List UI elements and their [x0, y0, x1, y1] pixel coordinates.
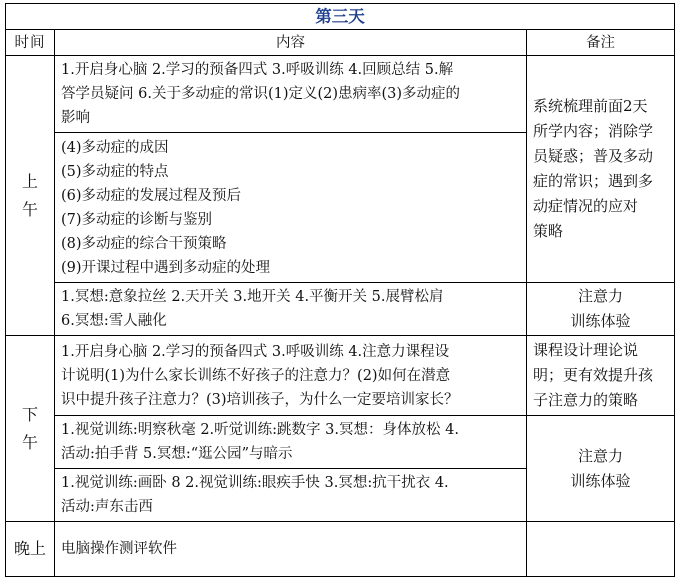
afternoon-note-1-line: 明；更有效提升孩: [533, 366, 654, 384]
morning-block-1-line: 影响: [61, 110, 90, 126]
header-note: 备注: [527, 30, 675, 56]
afternoon-label: [6, 336, 55, 522]
afternoon-note-1-line: 子注意力的策略: [533, 391, 639, 409]
title-row: [6, 4, 675, 30]
morning-label-top: 上: [21, 171, 38, 191]
table-title: 第三天: [6, 4, 675, 30]
morning-block-2-line: (5)多动症的特点: [61, 163, 169, 180]
morning-note-1-line: 所学内容；消除学: [533, 122, 654, 140]
morning-note-1-line: 症的常识；遇到多: [533, 172, 654, 190]
afternoon-label-top: 下: [21, 404, 38, 424]
afternoon-block-2-line: 活动:拍手背 5.冥想:“逛公园”与暗示: [61, 446, 293, 462]
morning-note-2-line: 训练体验: [570, 312, 631, 330]
header-content: 内容: [55, 30, 527, 56]
evening-row: [6, 522, 675, 577]
morning-block-2-line: (9)开课过程中遇到多动症的处理: [61, 259, 271, 276]
evening-label: 晚上: [6, 522, 55, 577]
header-time: 时间: [6, 30, 55, 56]
afternoon-note-1: [527, 336, 675, 416]
morning-note-1: [527, 56, 675, 283]
morning-block-1: [55, 56, 527, 133]
morning-note-1-line: 员疑惑；普及多动: [533, 147, 654, 165]
morning-note-1-line: 系统梳理前面2天: [533, 97, 648, 115]
afternoon-note-1-line: 课程设计理论说: [533, 341, 639, 359]
evening-content: 电脑操作测评软件: [55, 522, 527, 577]
afternoon-block-1: [55, 336, 527, 416]
morning-block-2-line: (6)多动症的发展过程及预后: [61, 187, 242, 204]
afternoon-row-1: [6, 336, 675, 416]
morning-note-1-line: 策略: [533, 222, 564, 240]
morning-block-1-line: 1.开启身心脑 2.学习的预备四式 3.呼吸训练 4.回顾总结 5.解: [61, 62, 454, 78]
afternoon-block-1-line: 识中提升孩子注意力？(3)培训孩子，为什么一定要培训家长？: [61, 391, 459, 408]
morning-block-2: [55, 133, 527, 283]
header-row: [6, 30, 675, 56]
morning-block-2-line: (7)多动症的诊断与鉴别: [61, 211, 213, 228]
afternoon-label-bottom: 午: [21, 432, 38, 452]
morning-note-1-line: 动症情况的应对: [533, 197, 639, 215]
afternoon-note-2-line: 注意力: [578, 446, 624, 465]
morning-block-3-line: 1.冥想:意象拉丝 2.天开关 3.地开关 4.平衡开关 5.展臂松肩: [61, 289, 444, 305]
morning-block-1-line: 答学员疑问 6.关于多动症的常识(1)定义(2)患病率(3)多动症的: [61, 86, 461, 102]
afternoon-block-2: [55, 416, 527, 469]
morning-block-3: [55, 283, 527, 336]
afternoon-block-1-line: 计说明(1)为什么家长训练不好孩子的注意力？(2)如何在潜意: [61, 367, 451, 384]
morning-block-3-line: 6.冥想:雪人融化: [61, 313, 167, 329]
afternoon-block-3-line: 1.视觉训练:画卧 8 2.视觉训练:眼疾手快 3.冥想:抗干扰衣 4.: [61, 475, 449, 491]
afternoon-row-2: [6, 416, 675, 469]
morning-label-bottom: 午: [21, 199, 38, 219]
afternoon-block-1-line: 1.开启身心脑 2.学习的预备四式 3.呼吸训练 4.注意力课程设: [61, 343, 450, 360]
morning-block-2-line: (4)多动症的成因: [61, 139, 169, 156]
morning-row-3: [6, 283, 675, 336]
morning-row-1: [6, 56, 675, 133]
morning-label: [6, 56, 55, 336]
evening-note: [527, 522, 675, 577]
afternoon-block-3-line: 活动:声东击西: [61, 499, 153, 515]
morning-block-2-line: (8)多动症的综合干预策略: [61, 235, 227, 252]
afternoon-note-2: [527, 416, 675, 522]
afternoon-block-2-line: 1.视觉训练:明察秋毫 2.听觉训练:跳数字 3.冥想：身体放松 4.: [61, 422, 459, 438]
afternoon-note-2-line: 训练体验: [570, 471, 631, 490]
morning-note-2-line: 注意力: [578, 287, 624, 305]
afternoon-block-3: [55, 469, 527, 522]
morning-note-2: [527, 283, 675, 336]
day3-schedule-table: [5, 3, 675, 577]
